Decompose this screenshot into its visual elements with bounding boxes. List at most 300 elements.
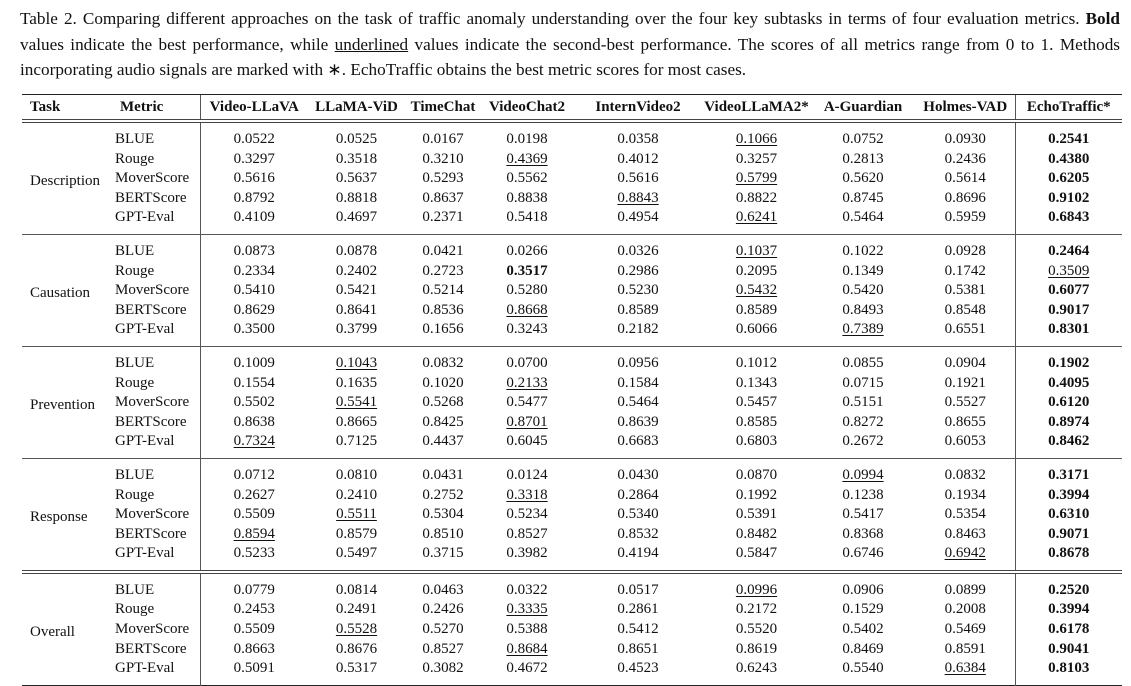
score-cell [405, 301, 481, 321]
score-value: 0.3171 [1048, 466, 1090, 483]
column-header: VideoChat2 [481, 95, 573, 122]
score-value: 0.6843 [1048, 209, 1090, 226]
score-value: 0.8792 [233, 189, 275, 206]
score-cell [810, 486, 916, 506]
score-value: 0.8629 [233, 301, 275, 318]
table-row [22, 320, 1122, 346]
score-cell [573, 413, 703, 433]
score-value: 0.1238 [842, 486, 884, 503]
score-cell [916, 486, 1015, 506]
score-cell [405, 432, 481, 458]
score-value: 0.2453 [233, 601, 275, 618]
score-value: 0.3994 [1048, 601, 1090, 618]
metric-label: Rouge [115, 486, 155, 503]
score-cell [481, 301, 573, 321]
score-value: 0.0322 [506, 581, 548, 598]
score-cell [308, 640, 405, 660]
score-cell [1015, 169, 1122, 189]
score-value: 0.2861 [617, 601, 659, 618]
score-value: 0.0326 [617, 242, 659, 259]
score-cell [573, 486, 703, 506]
score-value: 0.1349 [842, 262, 884, 279]
score-value: 0.8301 [1048, 321, 1090, 338]
score-value: 0.8745 [842, 189, 884, 206]
score-cell [1015, 640, 1122, 660]
score-cell [481, 572, 573, 601]
score-cell [916, 301, 1015, 321]
score-cell [573, 301, 703, 321]
table-row [22, 234, 1122, 261]
score-cell [308, 169, 405, 189]
score-cell [200, 600, 308, 620]
score-value: 0.6066 [735, 321, 778, 338]
score-value: 0.8655 [944, 413, 986, 430]
score-value: 0.1584 [617, 374, 659, 391]
score-value: 0.5464 [617, 394, 659, 411]
metric-label: MoverScore [115, 621, 190, 638]
table-row [22, 640, 1122, 660]
score-cell [573, 525, 703, 545]
score-cell [1015, 525, 1122, 545]
score-value: 0.2095 [735, 262, 778, 279]
task-label: Response [30, 509, 88, 526]
score-value: 0.4194 [617, 545, 659, 562]
table-row [22, 432, 1122, 458]
score-cell [916, 150, 1015, 170]
score-value: 0.3799 [335, 321, 378, 338]
score-cell [916, 281, 1015, 301]
score-cell [200, 374, 308, 394]
score-cell [703, 262, 810, 282]
score-cell [481, 659, 573, 685]
score-value: 0.5799 [735, 170, 778, 187]
score-value: 0.0906 [842, 581, 884, 598]
score-value: 0.5391 [735, 506, 778, 523]
score-value: 0.5540 [842, 660, 884, 677]
table-row [22, 505, 1122, 525]
score-cell [200, 189, 308, 209]
table-row [22, 486, 1122, 506]
score-cell [703, 169, 810, 189]
score-cell [405, 486, 481, 506]
score-cell [405, 121, 481, 150]
score-cell [573, 432, 703, 458]
score-cell [810, 432, 916, 458]
score-cell [481, 121, 573, 150]
metric-label: Rouge [115, 150, 155, 167]
table-row [22, 393, 1122, 413]
score-value: 0.2182 [617, 321, 659, 338]
score-cell [573, 262, 703, 282]
score-cell [573, 374, 703, 394]
score-cell [573, 234, 703, 261]
table-row [22, 620, 1122, 640]
score-cell [1015, 432, 1122, 458]
score-cell [916, 458, 1015, 485]
score-value: 0.5509 [233, 621, 275, 638]
score-value: 0.5620 [842, 170, 884, 187]
score-value: 0.7125 [335, 433, 378, 450]
score-value: 0.9041 [1048, 640, 1090, 657]
score-value: 0.6803 [735, 433, 778, 450]
score-value: 0.0430 [617, 466, 659, 483]
score-cell [916, 413, 1015, 433]
score-cell [200, 301, 308, 321]
score-cell [703, 189, 810, 209]
score-value: 0.8696 [944, 189, 986, 206]
table-row [22, 600, 1122, 620]
score-cell [405, 505, 481, 525]
score-value: 0.4437 [422, 433, 464, 450]
score-cell [1015, 620, 1122, 640]
score-value: 0.1656 [422, 321, 464, 338]
score-value: 0.5268 [422, 394, 464, 411]
score-value: 0.2008 [944, 601, 986, 618]
score-value: 0.8368 [842, 525, 884, 542]
score-value: 0.5528 [335, 621, 378, 638]
score-cell [481, 544, 573, 572]
score-value: 0.4109 [233, 209, 275, 226]
metric-label: BLUE [115, 581, 155, 598]
score-value: 0.5464 [842, 209, 884, 226]
score-cell [308, 458, 405, 485]
score-cell [308, 374, 405, 394]
bold-word: Bold [1085, 9, 1120, 28]
score-cell [200, 262, 308, 282]
score-value: 0.5412 [617, 621, 659, 638]
score-value: 0.5432 [735, 282, 778, 299]
score-value: 0.8579 [335, 525, 378, 542]
score-value: 0.0124 [506, 466, 548, 483]
score-value: 0.6205 [1048, 170, 1090, 187]
score-cell [810, 346, 916, 373]
score-value: 0.5847 [735, 545, 778, 562]
score-cell [703, 505, 810, 525]
score-value: 0.2723 [422, 262, 464, 279]
score-value: 0.8637 [422, 189, 464, 206]
score-cell [308, 659, 405, 685]
score-cell [405, 346, 481, 373]
score-value: 0.4954 [617, 209, 659, 226]
score-cell [1015, 505, 1122, 525]
metric-label: GPT-Eval [115, 433, 175, 450]
score-cell [573, 189, 703, 209]
score-value: 0.5421 [335, 282, 378, 299]
column-header: TimeChat [405, 95, 481, 122]
score-value: 0.0855 [842, 354, 884, 371]
table-row [22, 458, 1122, 485]
score-value: 0.5354 [944, 506, 986, 523]
score-cell [810, 301, 916, 321]
score-value: 0.0904 [944, 354, 986, 371]
score-cell [405, 208, 481, 234]
score-value: 0.3500 [233, 321, 275, 338]
score-cell [200, 432, 308, 458]
score-cell [405, 572, 481, 601]
table-row [22, 544, 1122, 572]
score-value: 0.0956 [617, 354, 659, 371]
column-header: Holmes-VAD [916, 95, 1015, 122]
score-value: 0.0198 [506, 131, 548, 147]
column-header: Metric [112, 95, 200, 122]
score-value: 0.2752 [422, 486, 464, 503]
score-value: 0.2813 [842, 150, 884, 167]
metric-label: BERTScore [115, 640, 187, 657]
underline-word: underlined [334, 34, 409, 54]
score-value: 0.2627 [233, 486, 275, 503]
score-value: 0.8651 [617, 640, 659, 657]
score-cell [810, 393, 916, 413]
score-value: 0.5151 [842, 394, 884, 411]
score-cell [200, 208, 308, 234]
score-cell [200, 121, 308, 150]
score-cell [810, 413, 916, 433]
score-cell [703, 301, 810, 321]
score-cell [481, 208, 573, 234]
table-row [22, 659, 1122, 685]
score-value: 0.4012 [617, 150, 659, 167]
score-value: 0.8639 [617, 413, 659, 430]
score-value: 0.1554 [233, 374, 275, 391]
score-cell [810, 234, 916, 261]
score-value: 0.3715 [422, 545, 464, 562]
score-value: 0.9017 [1048, 301, 1090, 318]
score-value: 0.0994 [842, 466, 884, 483]
score-value: 0.8425 [422, 413, 464, 430]
score-cell [573, 169, 703, 189]
score-value: 0.8510 [422, 525, 464, 542]
score-cell [916, 544, 1015, 572]
score-cell [200, 169, 308, 189]
score-value: 0.5270 [422, 621, 464, 638]
score-cell [1015, 486, 1122, 506]
score-cell [573, 121, 703, 150]
score-value: 0.8462 [1048, 433, 1090, 450]
score-cell [810, 208, 916, 234]
score-value: 0.5402 [842, 621, 884, 638]
score-cell [405, 525, 481, 545]
column-header: Video-LLaVA [200, 95, 308, 122]
score-cell [573, 393, 703, 413]
score-value: 0.2491 [335, 601, 378, 618]
score-cell [481, 525, 573, 545]
score-cell [573, 600, 703, 620]
score-value: 0.2426 [422, 601, 464, 618]
score-value: 0.8676 [335, 640, 378, 657]
score-value: 0.0525 [335, 131, 378, 147]
score-cell [1015, 189, 1122, 209]
score-value: 0.0870 [735, 466, 778, 483]
score-cell [308, 432, 405, 458]
group-overall [22, 572, 1122, 685]
score-value: 0.6384 [944, 660, 986, 677]
score-cell [405, 544, 481, 572]
score-value: 0.0517 [617, 581, 659, 598]
score-cell [1015, 572, 1122, 601]
score-cell [703, 374, 810, 394]
score-cell [573, 640, 703, 660]
score-value: 0.7324 [233, 433, 275, 450]
score-value: 0.1022 [842, 242, 884, 259]
group-causation [22, 234, 1122, 346]
score-cell [481, 505, 573, 525]
score-value: 0.6683 [617, 433, 659, 450]
score-cell [405, 620, 481, 640]
score-cell [916, 505, 1015, 525]
score-cell [916, 393, 1015, 413]
score-value: 0.1921 [944, 374, 986, 391]
score-cell [810, 659, 916, 685]
score-value: 0.8594 [233, 525, 275, 542]
score-cell [308, 121, 405, 150]
metric-label: Rouge [115, 262, 155, 279]
score-value: 0.6241 [735, 209, 778, 226]
score-cell [703, 432, 810, 458]
score-value: 0.0421 [422, 242, 464, 259]
score-value: 0.8469 [842, 640, 884, 657]
score-cell [573, 505, 703, 525]
score-cell [916, 208, 1015, 234]
score-value: 0.8463 [944, 525, 986, 542]
column-header: EchoTraffic* [1015, 95, 1122, 122]
score-value: 0.6746 [842, 545, 884, 562]
score-cell [703, 281, 810, 301]
score-value: 0.8548 [944, 301, 986, 318]
score-cell [481, 374, 573, 394]
score-cell [916, 346, 1015, 373]
score-value: 0.0878 [335, 242, 378, 259]
score-value: 0.5417 [842, 506, 884, 523]
group-description [22, 121, 1122, 234]
score-value: 0.5457 [735, 394, 778, 411]
score-value: 0.5317 [335, 660, 378, 677]
score-value: 0.2986 [617, 262, 659, 279]
score-cell [481, 320, 573, 346]
score-cell [405, 659, 481, 685]
score-value: 0.2410 [335, 486, 378, 503]
table-row [22, 208, 1122, 234]
score-value: 0.8589 [735, 301, 778, 318]
score-cell [573, 320, 703, 346]
score-cell [200, 525, 308, 545]
score-cell [916, 432, 1015, 458]
score-value: 0.0930 [944, 131, 986, 147]
score-value: 0.5541 [335, 394, 378, 411]
score-cell [405, 169, 481, 189]
score-value: 0.3335 [506, 601, 548, 618]
score-cell [810, 572, 916, 601]
score-cell [200, 572, 308, 601]
score-value: 0.2402 [335, 262, 378, 279]
score-value: 0.3318 [506, 486, 548, 503]
score-cell [405, 189, 481, 209]
score-cell [405, 262, 481, 282]
score-cell [810, 121, 916, 150]
score-value: 0.1992 [735, 486, 778, 503]
score-value: 0.2172 [735, 601, 778, 618]
score-cell [1015, 281, 1122, 301]
score-cell [200, 320, 308, 346]
score-cell [308, 505, 405, 525]
score-cell [481, 600, 573, 620]
score-cell [308, 572, 405, 601]
score-value: 0.3082 [422, 660, 464, 677]
score-cell [703, 413, 810, 433]
score-value: 0.2464 [1048, 242, 1090, 259]
score-cell [810, 600, 916, 620]
score-cell [1015, 346, 1122, 373]
score-value: 0.5959 [944, 209, 986, 226]
score-value: 0.9071 [1048, 525, 1090, 542]
score-cell [308, 620, 405, 640]
group-response [22, 458, 1122, 571]
score-cell [405, 320, 481, 346]
score-cell [703, 486, 810, 506]
score-value: 0.5214 [422, 282, 464, 299]
score-value: 0.8532 [617, 525, 659, 542]
score-cell [703, 150, 810, 170]
metric-label: BERTScore [115, 413, 187, 430]
header-row [22, 95, 1122, 122]
score-cell [1015, 600, 1122, 620]
score-cell [405, 600, 481, 620]
score-cell [573, 281, 703, 301]
metric-label: BLUE [115, 466, 155, 483]
score-cell [481, 640, 573, 660]
score-value: 0.8638 [233, 413, 275, 430]
score-cell [810, 505, 916, 525]
score-value: 0.5469 [944, 621, 986, 638]
score-value: 0.6053 [944, 433, 986, 450]
score-value: 0.5614 [944, 170, 986, 187]
table-row [22, 374, 1122, 394]
score-value: 0.0167 [422, 131, 464, 147]
score-value: 0.2541 [1048, 131, 1090, 147]
score-value: 0.5091 [233, 660, 275, 677]
score-value: 0.2672 [842, 433, 884, 450]
score-value: 0.1012 [735, 354, 778, 371]
score-cell [703, 600, 810, 620]
score-cell [703, 234, 810, 261]
score-cell [810, 525, 916, 545]
column-header: A-Guardian [810, 95, 916, 122]
score-value: 0.8641 [335, 301, 378, 318]
score-cell [916, 374, 1015, 394]
score-cell [703, 544, 810, 572]
score-value: 0.8482 [735, 525, 778, 542]
score-value: 0.5230 [617, 282, 659, 299]
score-cell [1015, 544, 1122, 572]
score-cell [703, 640, 810, 660]
score-cell [308, 150, 405, 170]
score-cell [916, 234, 1015, 261]
score-cell [703, 346, 810, 373]
score-cell [405, 413, 481, 433]
score-value: 0.0873 [233, 242, 275, 259]
score-cell [481, 150, 573, 170]
score-cell [481, 458, 573, 485]
score-value: 0.8591 [944, 640, 986, 657]
score-value: 0.1902 [1048, 354, 1090, 371]
score-cell [308, 234, 405, 261]
score-cell [308, 544, 405, 572]
score-value: 0.0814 [335, 581, 378, 598]
score-cell [481, 169, 573, 189]
score-cell [481, 189, 573, 209]
score-cell [1015, 458, 1122, 485]
score-value: 0.4095 [1048, 374, 1090, 391]
score-cell [405, 234, 481, 261]
